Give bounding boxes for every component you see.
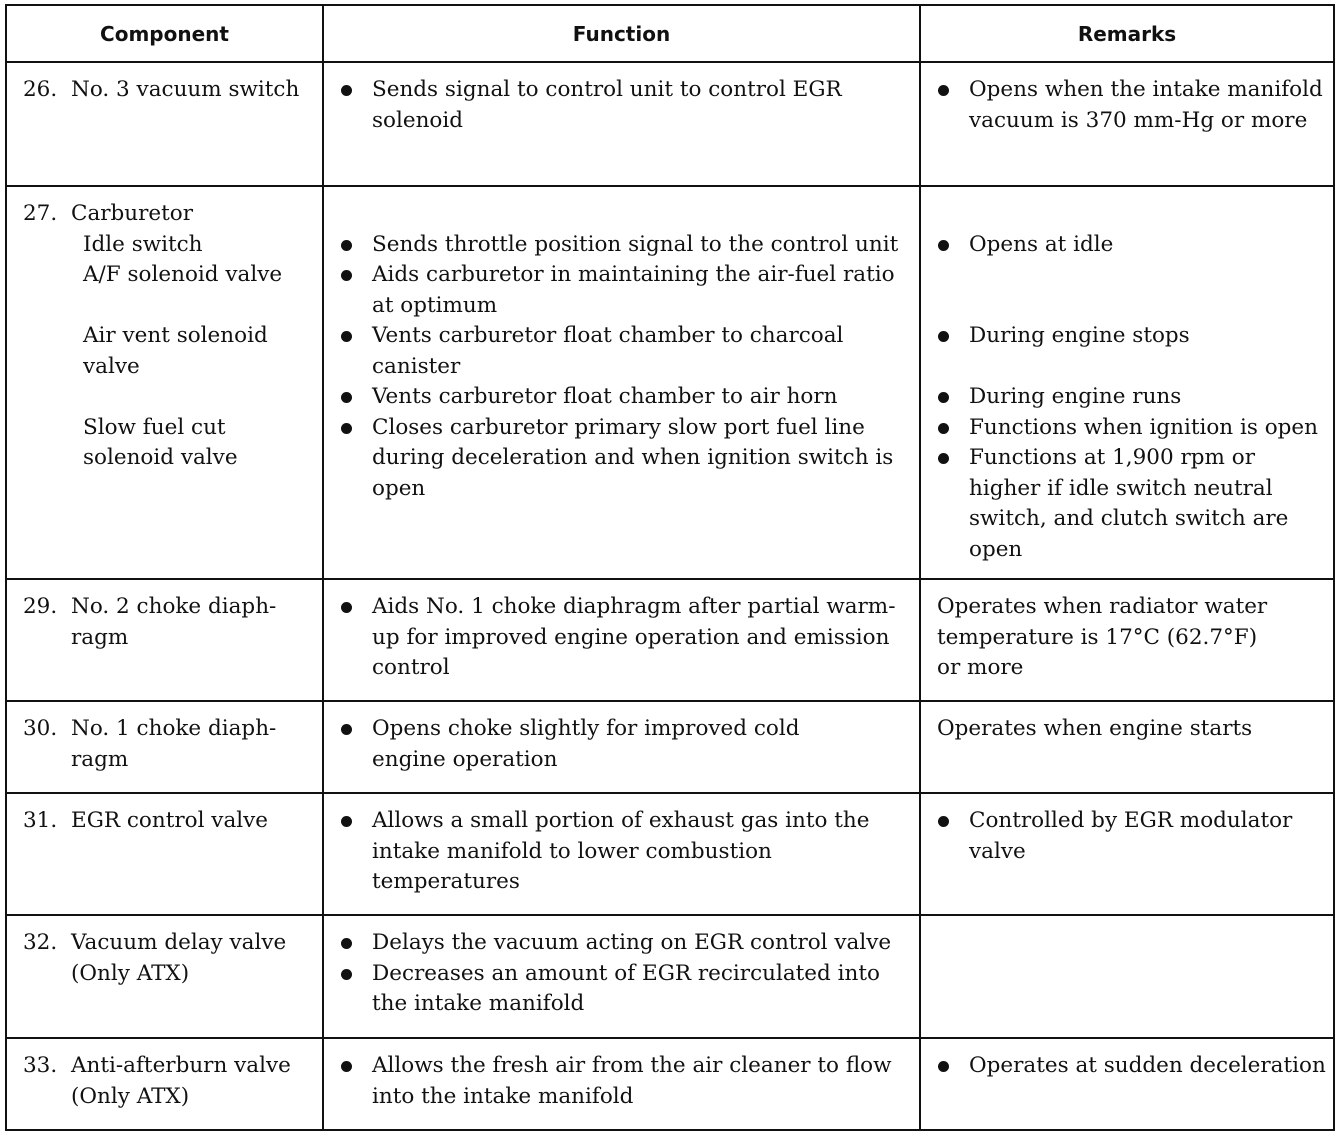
function-item: Aids No. 1 choke diaphragm after partial warm-up for improved engine operation and emission control: [340, 592, 915, 684]
component-cell: [6, 186, 323, 579]
remarks-cell: [920, 1038, 1334, 1130]
component-cell: [6, 1038, 323, 1130]
component-cell: [6, 915, 323, 1038]
remark-item: Opens at idle: [937, 230, 1329, 261]
function-item: Aids carburetor in maintaining the air-fuel ratio at optimum: [340, 260, 915, 321]
remark-item: During engine runs: [937, 382, 1329, 413]
remarks-cell: [920, 915, 1334, 1038]
remark-item: Functions when ignition is open: [937, 413, 1329, 444]
function-cell: [323, 579, 920, 701]
row-number: 29.: [23, 594, 58, 619]
function-item: Allows the fresh air from the air cleaner to flow into the intake manifold: [340, 1051, 915, 1112]
row-number: 31.: [23, 808, 58, 833]
component-name: Carburetor: [71, 201, 194, 226]
component-name: Vacuum delay valve (Only ATX): [71, 930, 287, 986]
row-number: 27.: [23, 201, 58, 226]
component-cell: [6, 62, 323, 186]
table-row: [6, 62, 1334, 186]
function-item: Decreases an amount of EGR recirculated into the intake manifold: [340, 959, 915, 1020]
header-component: Component: [6, 5, 323, 62]
component-name: No. 2 choke diaph-ragm: [71, 594, 277, 650]
row-number: 32.: [23, 930, 58, 955]
sub-component: Air vent solenoid valve: [83, 323, 268, 379]
component-name: No. 1 choke diaph-ragm: [71, 716, 277, 772]
component-cell: [6, 701, 323, 793]
function-cell: [323, 186, 920, 579]
header-remarks: Remarks: [920, 5, 1334, 62]
function-cell: [323, 701, 920, 793]
remarks-cell: [920, 579, 1334, 701]
function-cell: [323, 793, 920, 915]
function-cell: [323, 1038, 920, 1130]
function-item: Sends throttle position signal to the control unit: [340, 230, 915, 261]
component-name: EGR control valve: [71, 808, 269, 833]
table-row: [6, 915, 1334, 1038]
remark-item: During engine stops: [937, 321, 1329, 352]
table-row: [6, 793, 1334, 915]
component-name: No. 3 vacuum switch: [71, 77, 300, 102]
table-row: [6, 579, 1334, 701]
row-number: 33.: [23, 1053, 58, 1078]
remark-item: Operates at sudden deceleration: [937, 1051, 1329, 1082]
function-item: Vents carburetor float chamber to charcoal canister: [340, 321, 915, 382]
function-cell: [323, 62, 920, 186]
component-cell: [6, 793, 323, 915]
function-item: Allows a small portion of exhaust gas into the intake manifold to lower combustion temperatures: [340, 806, 915, 898]
function-item: Closes carburetor primary slow port fuel line during deceleration and when ignition switch is open: [340, 413, 915, 505]
function-cell: [323, 915, 920, 1038]
header-function: Function: [323, 5, 920, 62]
remarks-cell: [920, 186, 1334, 579]
row-number: 30.: [23, 716, 58, 741]
remark-text: Operates when engine starts: [937, 716, 1253, 741]
remark-item: Opens when the intake manifold vacuum is 370 mm-Hg or more: [937, 75, 1329, 136]
function-item: Opens choke slightly for improved cold engine operation: [340, 714, 812, 775]
table-row: [6, 701, 1334, 793]
table-row: [6, 186, 1334, 579]
sub-component: Slow fuel cut solenoid valve: [83, 414, 238, 470]
sub-component: Idle switch: [83, 231, 203, 257]
header-row: [6, 5, 1334, 62]
remark-item: Controlled by EGR modulator valve: [937, 806, 1309, 867]
document-page: [5, 4, 1333, 1131]
function-item: Vents carburetor float chamber to air horn: [340, 382, 915, 413]
row-number: 26.: [23, 77, 58, 102]
sub-component: A/F solenoid valve: [83, 262, 283, 287]
remarks-cell: [920, 62, 1334, 186]
function-item: Sends signal to control unit to control EGR solenoid: [340, 75, 915, 136]
table-row: [6, 1038, 1334, 1130]
remarks-cell: [920, 701, 1334, 793]
remark-text: Operates when radiator water temperature is 17°C (62.7°F) or more: [937, 594, 1268, 680]
remarks-cell: [920, 793, 1334, 915]
remark-item: Functions at 1,900 rpm or higher if idle switch neutral switch, and clutch switch are open: [937, 443, 1329, 565]
function-item: Delays the vacuum acting on EGR control valve: [340, 928, 915, 959]
component-cell: [6, 579, 323, 701]
component-table: [5, 4, 1335, 1131]
component-name: Anti-afterburn valve (Only ATX): [71, 1053, 291, 1109]
